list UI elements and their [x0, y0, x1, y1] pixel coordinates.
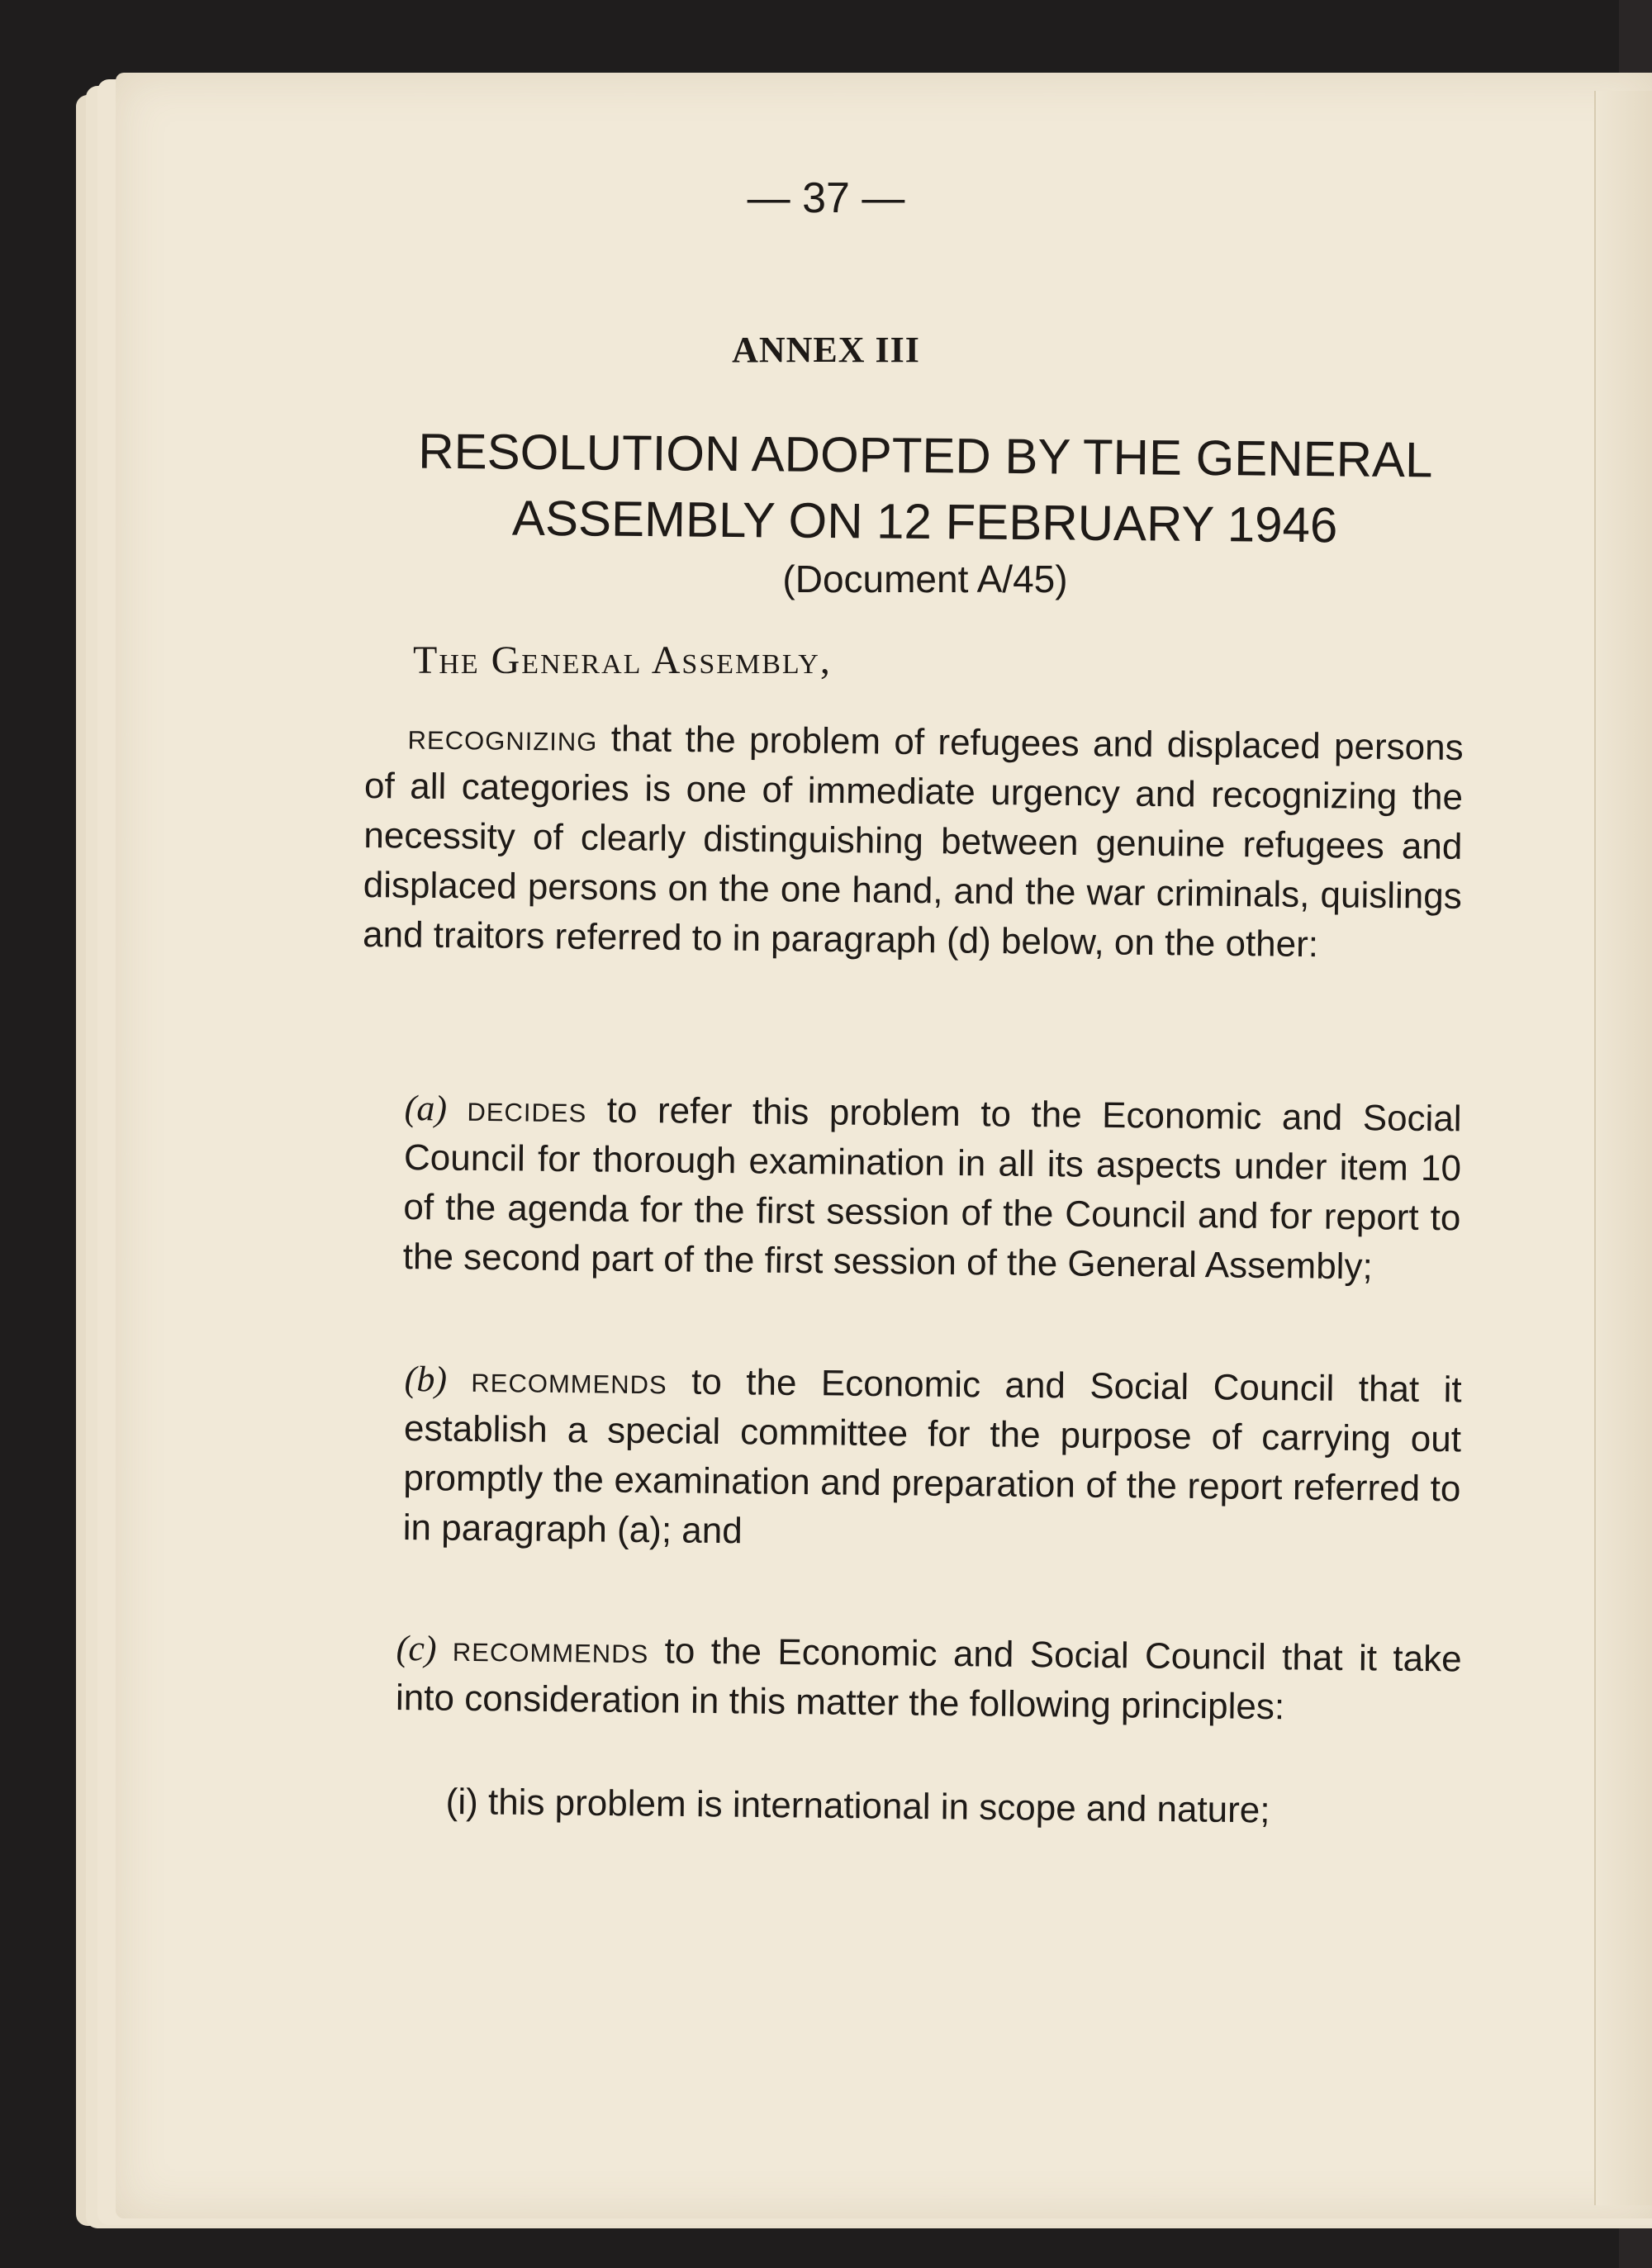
item-b-marker: (b) [404, 1358, 448, 1400]
principle-i-text: this problem is international in scope and nature; [487, 1782, 1270, 1831]
item-c-lead: recommends [452, 1628, 649, 1672]
annex-heading: ANNEX III [732, 330, 920, 370]
facing-page-edge [1594, 91, 1652, 2205]
item-b-text: to the Economic and Social Council that it establish a special committee for the purpose of carrying out promptly the examination and preparation of the report referred to in paragraph (a); and [402, 1361, 1462, 1552]
principle-i-paragraph [445, 1777, 1462, 1838]
principle-i-marker: (i) [445, 1781, 479, 1823]
title-line-2: ASSEMBLY ON 12 FEBRUARY 1946 [511, 490, 1338, 553]
page-number: — 37 — [747, 174, 905, 222]
item-a-text: to refer this problem to the Economic and Social Council for thorough examination in all its aspects under item 10 of the agenda for the first session of the Council and for report to the second part of the first session of the General Assembly; [402, 1089, 1462, 1288]
title-line-1: RESOLUTION ADOPTED BY THE GENERAL [418, 423, 1433, 488]
item-b-lead: recommends [471, 1359, 668, 1402]
recognizing-paragraph [363, 712, 1464, 971]
item-a-lead: decides [467, 1088, 587, 1131]
item-c-marker: (c) [396, 1627, 437, 1669]
item-a-paragraph [402, 1084, 1461, 1293]
recognizing-text: that the problem of refugees and displaced persons of all categories is one of immediate urgency and recognizing the necessity of clearly distinguishing between genuine refugees and displaced persons on the one hand, and the war criminals, quislings and traitors referred to in paragraph (d) below, on the other: [362, 719, 1464, 966]
item-c-paragraph [396, 1624, 1462, 1734]
resolution-title [387, 418, 1462, 559]
item-b-paragraph [402, 1355, 1461, 1563]
item-c-text: to the Economic and Social Council that it take into consideration in this matter the following principles: [395, 1630, 1462, 1728]
item-a-marker: (a) [404, 1087, 448, 1129]
recognizing-lead: recognizing [407, 716, 598, 759]
document-reference: (Document A/45) [782, 558, 1068, 600]
addressee: The General Assembly, [413, 638, 832, 682]
